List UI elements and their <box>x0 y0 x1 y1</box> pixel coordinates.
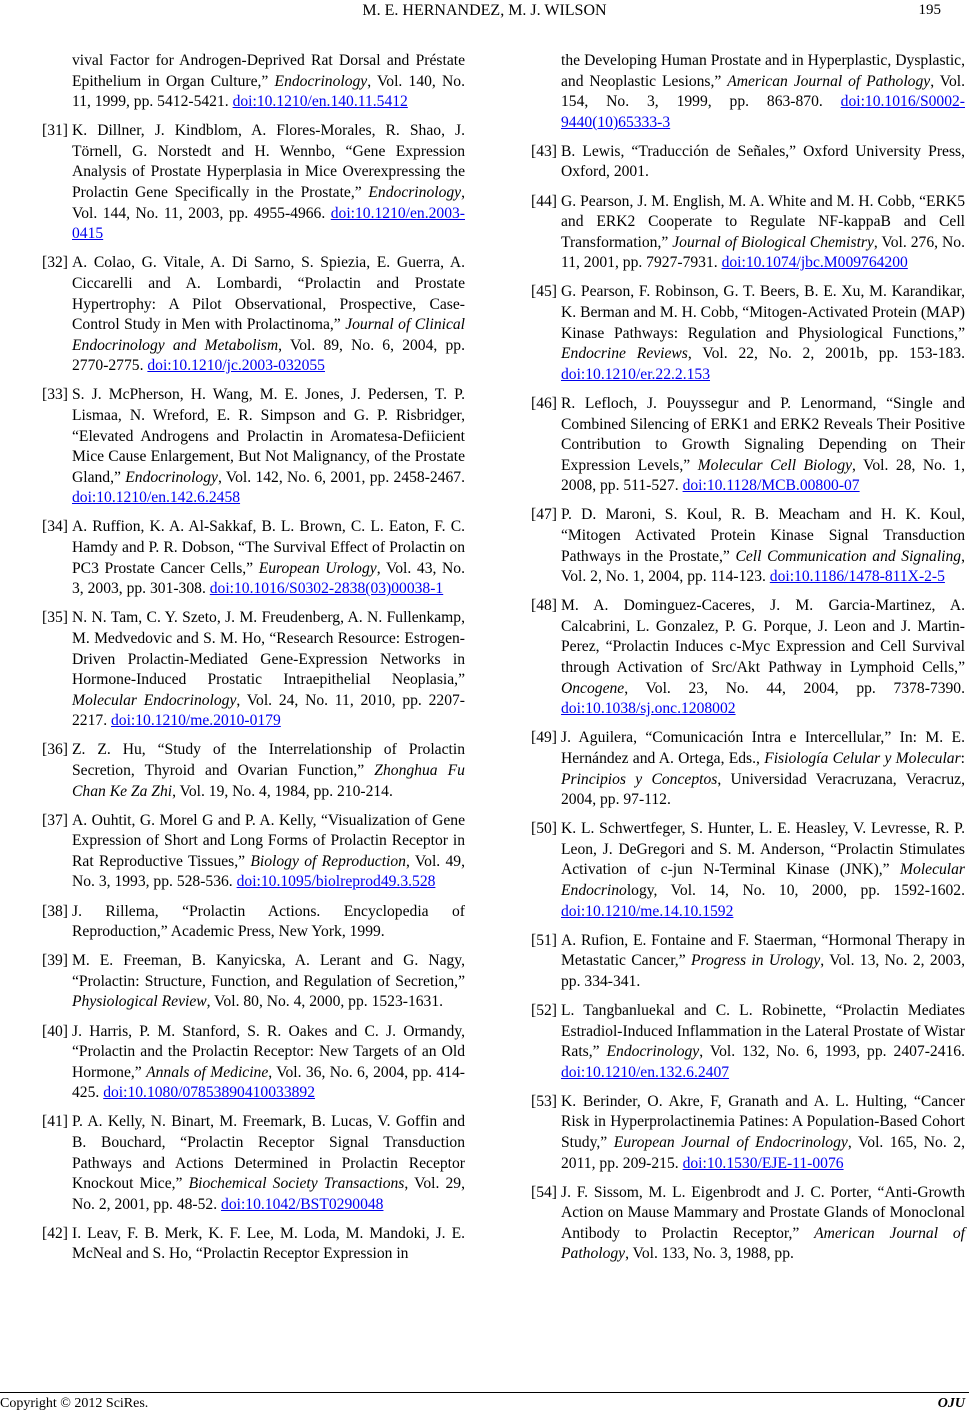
reference-text: the Developing Human Prostate and in Hyperplastic, Dysplastic, and Neoplastic Lesions,” <box>561 52 965 90</box>
reference-number: [40] <box>42 1022 68 1040</box>
reference-text: , Vol. 24, No. 11, 2010, pp. 2207-2217. <box>72 691 465 730</box>
reference-entry <box>531 282 965 385</box>
reference-number: [41] <box>42 1113 68 1131</box>
reference-text: , Vol. 2, No. 1, 2004, pp. 114-123. <box>561 547 965 586</box>
reference-entry <box>531 1001 965 1083</box>
reference-entry <box>531 819 965 922</box>
reference-number: [50] <box>531 820 557 838</box>
doi-link[interactable]: doi:10.1530/EJE-11-0076 <box>682 1154 844 1172</box>
reference-text: , Vol. 133, No. 3, 1988, pp. <box>625 1245 794 1263</box>
journal-title: Progress in Urology <box>690 952 821 970</box>
doi-link[interactable]: doi:10.1210/me.14.10.1592 <box>561 902 734 920</box>
reference-entry <box>531 142 965 183</box>
doi-link[interactable]: doi:10.1074/jbc.M009764200 <box>721 254 908 272</box>
references-right-column <box>531 51 965 1274</box>
reference-text: K. Berinder, O. Akre, F, Granath and A. L. Hulting, “Cancer Risk in Hyperprolactinemia Patines: A Population-Based Cohort Study,” <box>561 1092 965 1151</box>
reference-number: [39] <box>42 952 68 970</box>
reference-number: [53] <box>531 1092 557 1110</box>
reference-entry <box>42 1112 465 1215</box>
journal-title: Zhonghua Fu Chan Ke Za Zhi <box>72 762 465 800</box>
journal-title: Oncogene <box>561 679 625 697</box>
reference-entry <box>42 1224 465 1265</box>
reference-text: , Vol. 89, No. 6, 2004, pp. 2770-2775. <box>72 336 465 375</box>
doi-link[interactable]: doi:10.1016/S0302-2838(03)00038-1 <box>209 580 444 598</box>
reference-entry <box>42 902 465 943</box>
reference-entry <box>42 740 465 802</box>
reference-entry <box>42 517 465 599</box>
reference-text: , Vol. 140, No. 11, 1999, pp. 5412-5421. <box>72 72 465 111</box>
journal-title: American Journal of Pathology <box>727 72 931 90</box>
reference-number: [49] <box>531 729 557 747</box>
reference-text: , Vol. 80, No. 4, 2000, pp. 1523-1631. <box>206 993 444 1011</box>
reference-text: , Vol. 43, No. 3, 2003, pp. 301-308. <box>72 559 465 598</box>
reference-entry <box>42 1022 465 1104</box>
reference-text: J. Harris, P. M. Stanford, S. R. Oakes and C. J. Ormandy, “Prolactin and the Prolactin Receptor: New Targets of an Old Hormone,” <box>72 1022 465 1081</box>
reference-text: M. A. Dominguez-Caceres, J. M. Garcia-Martinez, A. Calcabrini, L. Gonzalez, P. G. Porque, J. Leon and J. Martin-Perez, “Prolactin Induces c-Myc Expression and Cell Survival through Activation of Src/Akt Pathway in Lymphoid Cells,” <box>561 597 965 677</box>
reference-number: [47] <box>531 506 557 524</box>
journal-title: Endocrinology <box>274 72 368 90</box>
doi-link[interactable]: doi:10.1080/07853890410033892 <box>103 1084 316 1102</box>
doi-link[interactable]: doi:10.1042/BST0290048 <box>221 1195 384 1213</box>
reference-text: A. Rufion, E. Fontaine and F. Staerman, “Hormonal Therapy in Metastatic Cancer,” <box>561 931 965 970</box>
reference-number: [54] <box>531 1183 557 1201</box>
reference-text: Z. Z. Hu, “Study of the Interrelationship of Prolactin Secretion, Thyroid and Ovarian Function,” <box>72 741 465 779</box>
journal-title: Fisiología Celular y Molecular <box>764 749 961 767</box>
reference-text: B. Lewis, “Traducción de Señales,” Oxford University Press, Oxford, 2001. <box>561 142 965 181</box>
doi-link[interactable]: doi:10.1210/en.132.6.2407 <box>561 1063 730 1081</box>
journal-title: European Urology <box>258 559 377 577</box>
page-number: 195 <box>918 2 941 18</box>
reference-text: J. Rillema, “Prolactin Actions. Encyclopedia of Reproduction,” Academic Press, New York, 1999. <box>72 902 465 941</box>
doi-link[interactable]: doi:10.1016/S0002-9440(10)65333-3 <box>561 93 965 131</box>
reference-text: , Universidad Veracruzana, Veracruz, 2004, pp. 97-112. <box>561 770 966 809</box>
reference-text: G. Pearson, J. M. English, M. A. White and M. H. Cobb, “ERK5 and ERK2 Cooperate to Regulate NF-kappaB and Cell Transformation,” <box>561 192 965 251</box>
reference-text: , Vol. 29, No. 2, 2001, pp. 48-52. <box>72 1175 465 1213</box>
reference-number: [37] <box>42 811 68 829</box>
reference-number: [31] <box>42 122 68 140</box>
journal-title: Endocrinology <box>606 1043 700 1061</box>
reference-number: [44] <box>531 192 557 210</box>
reference-text: , Vol. 276, No. 11, 2001, pp. 7927-7931. <box>561 233 965 272</box>
reference-entry <box>531 931 965 993</box>
journal-title: Journal of Biological Chemistry <box>672 233 874 251</box>
doi-link[interactable]: doi:10.1210/me.2010-0179 <box>110 712 281 730</box>
reference-text: N. N. Tam, C. Y. Szeto, J. M. Freudenberg, A. N. Fullenkamp, M. Medvedovic and S. M. Ho, “Research Resource: Estrogen-Driven Prolactin-Mediated Gene-Expression Networks in Hormone-Induced Prostatic Intraepithelial Neoplasia,” <box>72 609 465 689</box>
doi-link[interactable]: doi:10.1210/er.22.2.153 <box>561 365 711 383</box>
reference-text: , Vol. 142, No. 6, 2001, pp. 2458-2467. <box>217 468 466 486</box>
journal-title: American Journal of Pathology <box>561 1224 965 1263</box>
reference-number: [34] <box>42 518 68 536</box>
reference-entry <box>531 394 965 497</box>
doi-link[interactable]: doi:10.1210/en.2003-0415 <box>72 204 465 243</box>
copyright-notice: Copyright © 2012 SciRes. <box>0 1396 149 1411</box>
reference-text: , Vol. 13, No. 2, 2003, pp. 334-341. <box>561 952 965 990</box>
reference-entry <box>531 596 965 720</box>
reference-entry <box>42 608 465 732</box>
doi-link[interactable]: doi:10.1128/MCB.00800-07 <box>682 477 860 495</box>
reference-text: , Vol. 49, No. 3, 1993, pp. 528-536. <box>72 852 465 891</box>
journal-title: Principios y Conceptos <box>561 770 718 788</box>
doi-link[interactable]: doi:10.1210/en.142.6.2458 <box>72 489 241 507</box>
reference-number: [43] <box>531 142 557 160</box>
journal-title: Molecular Endocrinology <box>72 691 237 709</box>
reference-entry <box>531 505 965 587</box>
reference-text: K. Dillner, J. Kindblom, A. Flores-Morales, R. Shao, J. Törnell, G. Norstedt and H. Wennbo, “Gene Expression Analysis of Prostate Hyperplasia in Mice Overexpressing the Prolactin Gene Specifically in the Prostate,” <box>72 122 465 202</box>
reference-number: [35] <box>42 609 68 627</box>
reference-text: , Vol. 23, No. 44, 2004, pp. 7378-7390. <box>624 679 965 697</box>
reference-text: vival Factor for Androgen-Deprived Rat Dorsal and Préstate Epithelium in Organ Culture,” <box>72 52 465 90</box>
reference-number: [52] <box>531 1001 557 1019</box>
reference-text: R. Lefloch, J. Pouyssegur and P. Lenormand, “Single and Combined Silencing of ERK1 and ERK2 Reveals Their Positive Contribution to Growth Signaling Depending on Their Expression Levels,” <box>561 394 965 474</box>
doi-link[interactable]: doi:10.1186/1478-811X-2-5 <box>769 568 945 586</box>
reference-text: , Vol. 165, No. 2, 2011, pp. 209-215. <box>561 1134 965 1172</box>
reference-number: [36] <box>42 741 68 759</box>
reference-text: , Vol. 154, No. 3, 1999, pp. 863-870. <box>561 72 965 111</box>
reference-number: [45] <box>531 283 557 301</box>
reference-entry <box>42 121 465 245</box>
footer-divider <box>0 1392 969 1393</box>
journal-abbreviation: OJU <box>937 1396 965 1411</box>
reference-text: A. Ruffion, K. A. Al-Sakkaf, B. L. Brown, C. L. Eaton, F. C. Hamdy and P. R. Dobson, “The Survival Effect of Prolactin on PC3 Prostate Cancer Cells,” <box>72 518 465 577</box>
reference-text: logy, Vol. 14, No. 10, 2000, pp. 1592-1602. <box>626 881 965 899</box>
reference-entry <box>42 253 465 377</box>
reference-entry <box>531 1183 965 1265</box>
reference-entry <box>42 951 465 1013</box>
reference-text: S. J. McPherson, H. Wang, M. E. Jones, J. Pedersen, T. P. Lismaa, N. Wreford, E. R. Simpson and G. P. Risbridger, “Elevated Androgens and Prolactin in Aromatesa-Defiicient Mice Cause Enlargement, But Not Malignancy, of the Prostate Gland,” <box>72 386 465 486</box>
reference-number: [42] <box>42 1224 68 1242</box>
reference-number: [38] <box>42 902 68 920</box>
reference-entry <box>42 385 465 509</box>
reference-number: [33] <box>42 386 68 404</box>
reference-text: P. D. Maroni, S. Koul, R. B. Meacham and H. K. Koul, “Mitogen Activated Protein Kinase Signal Transduction Pathways in the Prostate,” <box>561 506 965 565</box>
reference-text: , Vol. 132, No. 6, 1993, pp. 2407-2416. <box>699 1043 965 1061</box>
journal-title: Endocrinology <box>125 468 218 486</box>
reference-entry <box>531 728 965 810</box>
reference-text: , Vol. 19, No. 4, 1984, pp. 210-214. <box>172 782 393 800</box>
journal-title: Biology of Reproduction <box>250 852 406 870</box>
reference-text: J. F. Sissom, M. L. Eigenbrodt and J. C. Porter, “Anti-Growth Action on Mause Mammary and Prostate Glands of Monoclonal Antibody to Prolactin Receptor,” <box>561 1183 965 1242</box>
reference-number: [46] <box>531 394 557 412</box>
reference-text: G. Pearson, F. Robinson, G. T. Beers, B. E. Xu, M. Karandikar, K. Berman and M. H. Cobb, “Mitogen-Activated Protein (MAP) Kinase Pathways: Regulation and Physiological Functions,” <box>561 283 965 342</box>
reference-text: , Vol. 22, No. 2, 2001b, pp. 153-183. <box>687 345 966 363</box>
journal-title: Journal of Clinical Endocrinology and Metabolism <box>72 316 466 354</box>
running-header: M. E. HERNANDEZ, M. J. WILSON <box>362 2 607 19</box>
reference-text: A. Colao, G. Vitale, A. Di Sarno, S. Spiezia, E. Guerra, A. Ciccarelli and A. Lombardi, “Prolactin and Prostate Hypertrophy: A Pilot Observational, Prospective, Case-Control Study in Men with Prolactinoma,” <box>72 254 465 334</box>
doi-link[interactable]: doi:10.1210/jc.2003-032055 <box>147 357 325 375</box>
journal-title: Annals of Medicine <box>146 1063 269 1081</box>
reference-entry <box>531 51 965 133</box>
reference-entry <box>42 51 465 113</box>
journal-title: Cell Communication and Signaling <box>735 547 962 565</box>
journal-title: Molecular Cell Biology <box>697 456 853 474</box>
doi-link[interactable]: doi:10.1038/sj.onc.1208002 <box>561 700 736 718</box>
reference-text: , Vol. 144, No. 11, 2003, pp. 4955-4966. <box>72 184 465 222</box>
journal-title: Endocrinology <box>368 184 462 202</box>
reference-text: J. Aguilera, “Comunicación Intra e Intercellular,” In: M. E. Hernández and A. Ortega, Eds., <box>561 729 965 767</box>
reference-number: [48] <box>531 597 557 615</box>
doi-link[interactable]: doi:10.1210/en.140.11.5412 <box>232 93 408 111</box>
reference-entry <box>42 811 465 893</box>
reference-text: M. E. Freeman, B. Kanyicska, A. Lerant and G. Nagy, “Prolactin: Structure, Function, and Regulation of Secretion,” <box>72 952 465 990</box>
journal-title: European Journal of Endocrinology <box>613 1134 848 1151</box>
journal-title: Endocrine Reviews <box>561 345 688 363</box>
reference-text: , Vol. 36, No. 6, 2004, pp. 414-425. <box>72 1063 465 1102</box>
reference-text: P. A. Kelly, N. Binart, M. Freemark, B. Lucas, V. Goffin and B. Bouchard, “Prolactin Receptor Signal Transduction Pathways and Actions Determined in Prolactin Receptor Knockout Mice,” <box>72 1113 465 1193</box>
reference-entry <box>531 1092 965 1174</box>
reference-number: [51] <box>531 931 557 949</box>
reference-text: K. L. Schwertfeger, S. Hunter, L. E. Heasley, V. Levresse, R. P. Leon, J. DeGregori and S. M. Anderson, “Prolactin Stimulates Activation of c-jun N-Terminal Kinase (JNK),” <box>561 820 965 879</box>
journal-title: Physiological Review <box>72 993 207 1011</box>
reference-number: [32] <box>42 254 68 272</box>
reference-text: : <box>960 749 965 767</box>
journal-title: Molecular Endocrino <box>561 861 965 899</box>
reference-text: L. Tangbanluekal and C. L. Robinette, “Prolactin Mediates Estradiol-Induced Inflammation in the Lateral Prostate of Wistar Rats,” <box>561 1001 965 1061</box>
reference-text: I. Leav, F. B. Merk, K. F. Lee, M. Loda, M. Mandoki, J. E. McNeal and S. Ho, “Prolactin Receptor Expression in <box>72 1224 465 1263</box>
reference-text: A. Ouhtit, G. Morel G and P. A. Kelly, “Visualization of Gene Expression of Short and Long Forms of Prolactin Receptor in Rat Reproductive Tissues,” <box>72 811 465 870</box>
reference-text: , Vol. 28, No. 1, 2008, pp. 511-527. <box>561 456 965 495</box>
journal-title: Biochemical Society Transactions <box>188 1175 405 1193</box>
reference-entry <box>531 192 965 274</box>
doi-link[interactable]: doi:10.1095/biolreprod49.3.528 <box>236 873 436 891</box>
references-left-column <box>42 51 465 1274</box>
